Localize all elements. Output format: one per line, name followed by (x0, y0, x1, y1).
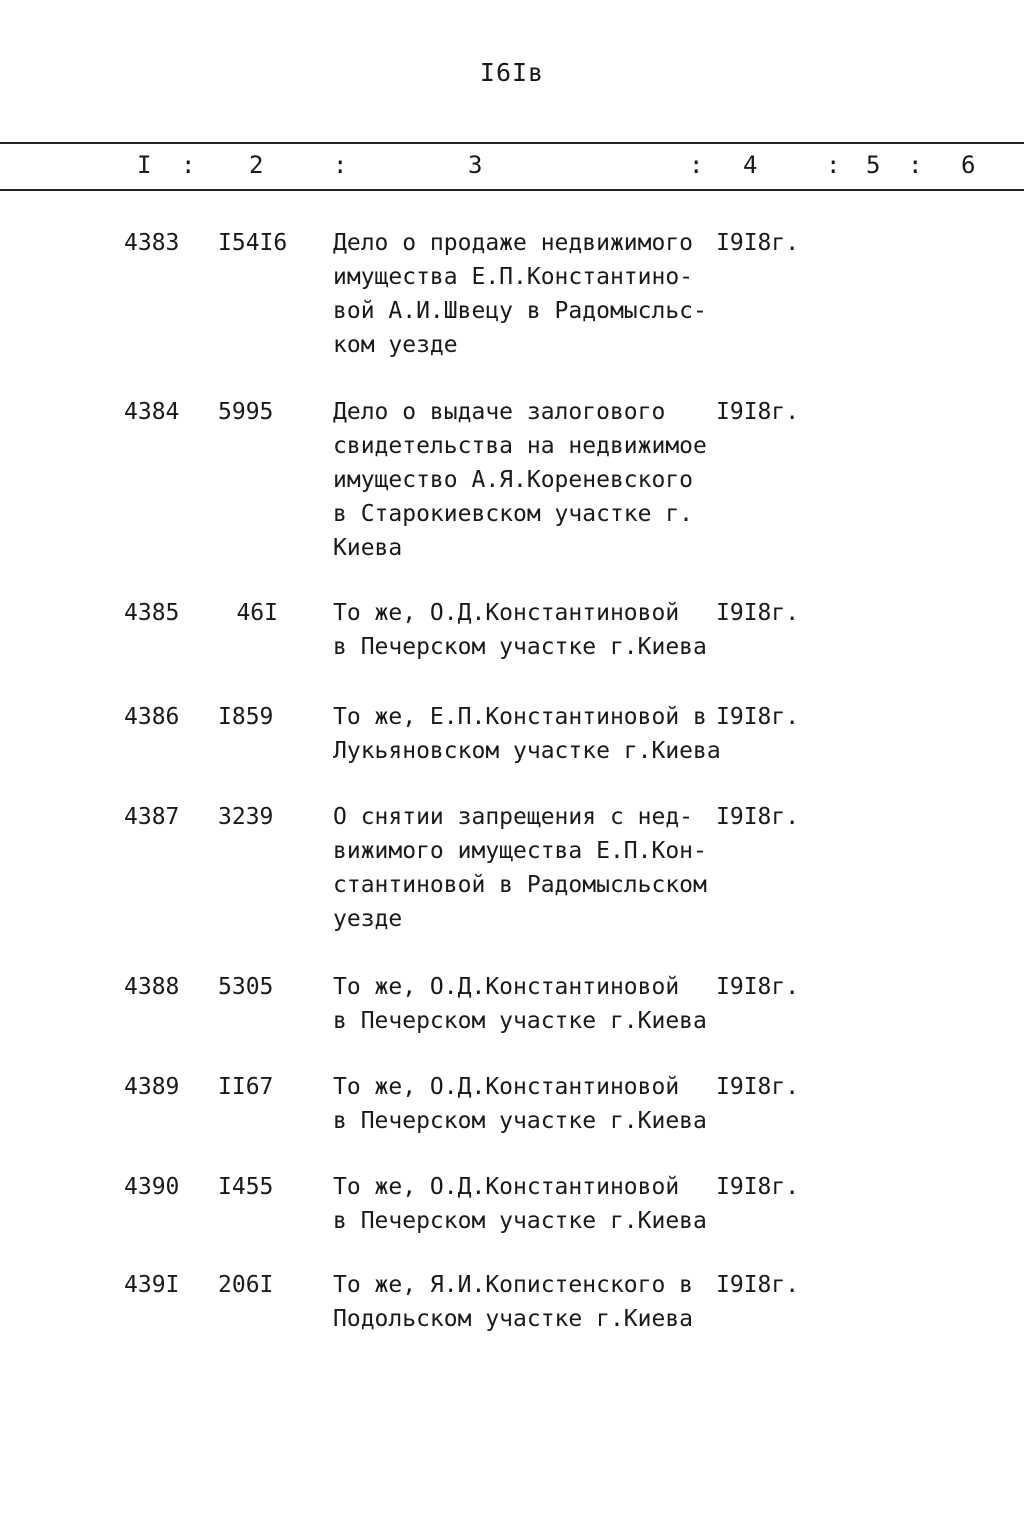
reference-number: 46I (236, 600, 278, 626)
reference-number: I455 (218, 1174, 274, 1200)
case-number: 4387 (124, 804, 180, 830)
column-header-2: 2 (249, 151, 264, 179)
case-number: 4389 (124, 1074, 180, 1100)
case-description: То же, О.Д.Константиновой в Печерском участке г.Киева (333, 1174, 707, 1234)
case-year: I9I8г. (716, 1174, 800, 1200)
case-year: I9I8г. (716, 230, 800, 256)
reference-number: 5305 (218, 974, 274, 1000)
case-description: То же, Е.П.Константиновой в Лукьяновском участке г.Киева (333, 704, 721, 764)
reference-number: 206I (218, 1272, 274, 1298)
case-description: То же, О.Д.Константиновой в Печерском участке г.Киева (333, 600, 707, 660)
column-separator: : (181, 151, 196, 179)
case-number: 4386 (124, 704, 180, 730)
case-year: I9I8г. (716, 399, 800, 425)
case-number: 4388 (124, 974, 180, 1000)
column-separator: : (689, 151, 704, 179)
header-top-rule (0, 142, 1024, 144)
column-header-4: 4 (743, 151, 758, 179)
case-year: I9I8г. (716, 804, 800, 830)
column-header-6: 6 (961, 151, 976, 179)
column-header-1: I (137, 151, 152, 179)
column-header-3: 3 (468, 151, 483, 179)
case-number: 4383 (124, 230, 180, 256)
case-number: 439I (124, 1272, 180, 1298)
header-bottom-rule (0, 189, 1024, 191)
column-separator: : (826, 151, 841, 179)
case-year: I9I8г. (716, 600, 800, 626)
reference-number: I54I6 (218, 230, 288, 256)
case-description: То же, О.Д.Константиновой в Печерском участке г.Киева (333, 974, 707, 1034)
case-number: 4384 (124, 399, 180, 425)
reference-number: I859 (218, 704, 274, 730)
case-description: То же, Я.И.Копистенского в Подольском участке г.Киева (333, 1272, 694, 1332)
reference-number: 5995 (218, 399, 274, 425)
case-year: I9I8г. (716, 704, 800, 730)
case-year: I9I8г. (716, 1272, 800, 1298)
page-number: I6Iв (479, 58, 545, 87)
case-year: I9I8г. (716, 1074, 800, 1100)
case-description: О снятии запрещения с нед- вижимого имущества Е.П.Кон- стантиновой в Радомысльском уезде (333, 804, 707, 932)
reference-number: II67 (218, 1074, 274, 1100)
case-description: Дело о выдаче залогового свидетельства на недвижимое имущество А.Я.Кореневского в Старокиевском участке г. Киева (333, 399, 707, 561)
column-separator: : (908, 151, 923, 179)
case-number: 4385 (124, 600, 180, 626)
case-description: То же, О.Д.Константиновой в Печерском участке г.Киева (333, 1074, 707, 1134)
case-year: I9I8г. (716, 974, 800, 1000)
reference-number: 3239 (218, 804, 274, 830)
column-header-5: 5 (866, 151, 881, 179)
column-separator: : (333, 151, 348, 179)
case-number: 4390 (124, 1174, 180, 1200)
case-description: Дело о продаже недвижимого имущества Е.П.Константино- вой А.И.Швецу в Радомысльс- ком уезде (333, 230, 707, 358)
